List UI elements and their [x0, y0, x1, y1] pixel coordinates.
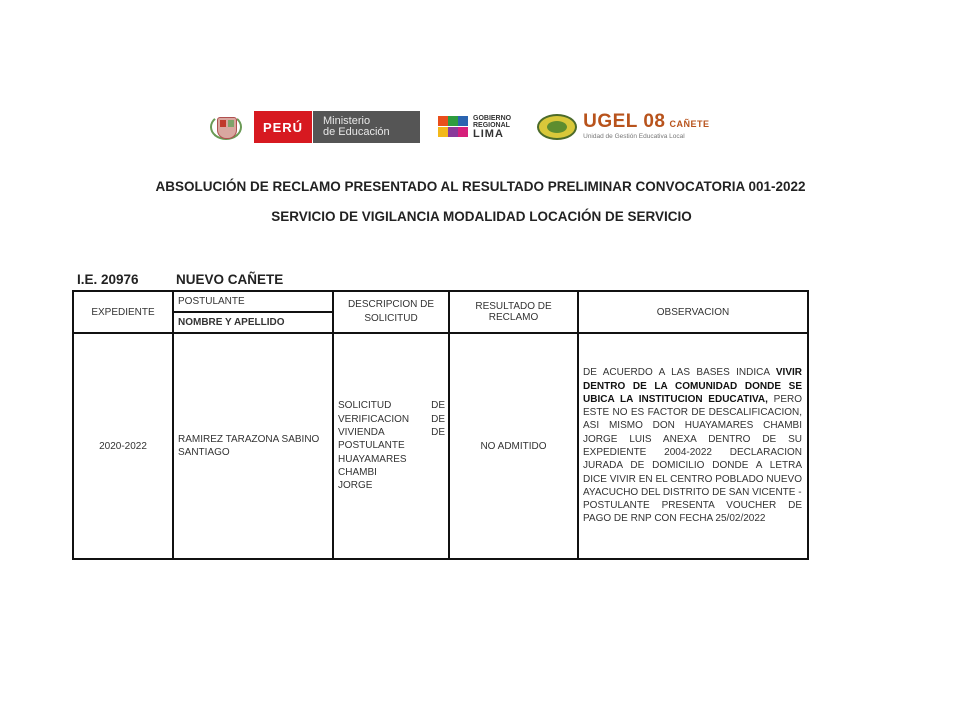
ugel-subtitle: Unidad de Gestión Educativa Local: [583, 133, 685, 140]
gobierno-line-2: REGIONAL: [473, 121, 510, 129]
gobierno-regional-lima-logo: [438, 115, 511, 140]
obs-part-1: DE ACUERDO A LAS BASES INDICA: [583, 367, 776, 379]
desc-word: SOLICITUD: [338, 400, 392, 412]
peru-logo: PERÚ: [254, 111, 312, 143]
gobierno-regional-mark-icon: [438, 116, 468, 138]
header-resultado: RESULTADO DE RECLAMO: [449, 291, 578, 333]
header-logos: [208, 110, 710, 144]
header-postulante: POSTULANTE: [173, 291, 333, 312]
institution-code: I.E. 20976: [77, 272, 139, 287]
header-expediente: EXPEDIENTE: [73, 291, 173, 333]
peru-coat-of-arms-icon: [208, 112, 244, 142]
desc-word: JORGE: [338, 480, 373, 492]
institution-name: NUEVO CAÑETE: [176, 272, 284, 287]
cell-nombre: RAMIREZ TARAZONA SABINO SANTIAGO: [173, 333, 333, 559]
header-descripcion: DESCRIPCION DE SOLICITUD: [333, 291, 449, 333]
ministry-line-2: de Educación: [323, 126, 390, 138]
table-header-row: [73, 291, 808, 312]
desc-word: DE: [431, 427, 445, 439]
cell-observacion: [578, 333, 808, 559]
ugel-title: UGEL 08: [583, 111, 666, 132]
header-observacion: OBSERVACION: [578, 291, 808, 333]
desc-word: VERIFICACION: [338, 413, 410, 425]
ugel-city: CAÑETE: [669, 119, 710, 129]
document-title: ABSOLUCIÓN DE RECLAMO PRESENTADO AL RESULTADO PRELIMINAR CONVOCATORIA 001-2022: [155, 179, 806, 194]
ministry-of-education-logo: [312, 111, 420, 143]
cell-descripcion: [333, 333, 449, 559]
cell-resultado: NO ADMITIDO: [449, 333, 578, 559]
desc-word: DE: [431, 400, 445, 412]
desc-word: HUAYAMARES CHAMBI: [338, 453, 407, 478]
obs-part-2-bold: VIVIR DENTRO DE LA COMUNIDAD DONDE SE UBICA LA INSTITUCION EDUCATIVA,: [583, 367, 802, 405]
gobierno-line-3: LIMA: [473, 127, 504, 140]
desc-word: POSTULANTE: [338, 440, 405, 452]
header-nombre-apellido: NOMBRE Y APELLIDO: [173, 312, 333, 333]
document-subtitle: SERVICIO DE VIGILANCIA MODALIDAD LOCACIÓN DE SERVICIO: [271, 209, 692, 224]
gobierno-line-1: GOBIERNO: [473, 114, 512, 122]
obs-part-3: PERO ESTE NO ES FACTOR DE DESCALIFICACION, ASI MISMO DON HUAYAMARES CHAMBI JORGE LUIS ANEXA DENTRO DE SU EXPEDIENTE 2004-2022 DECLARACION JURADA DE DOMICILIO DONDE A LETRA DICE VIVIR EN EL CENTRO POBLADO NUEVO AYACUCHO DEL DISTRITO DE SAN VICENTE -: [583, 393, 802, 498]
ugel-08-canete-logo: [537, 113, 709, 141]
ministry-line-1: Ministerio: [323, 115, 371, 127]
table-row: [73, 333, 808, 559]
cell-expediente: 2020-2022: [73, 333, 173, 559]
desc-word: VIVIENDA: [338, 427, 385, 439]
claims-table: [72, 290, 809, 560]
desc-word: DE: [431, 413, 445, 425]
obs-part-4: POSTULANTE PRESENTA VOUCHER DE PAGO DE RNP CON FECHA 25/02/2022: [583, 500, 802, 525]
ugel-seal-icon: [537, 114, 577, 140]
